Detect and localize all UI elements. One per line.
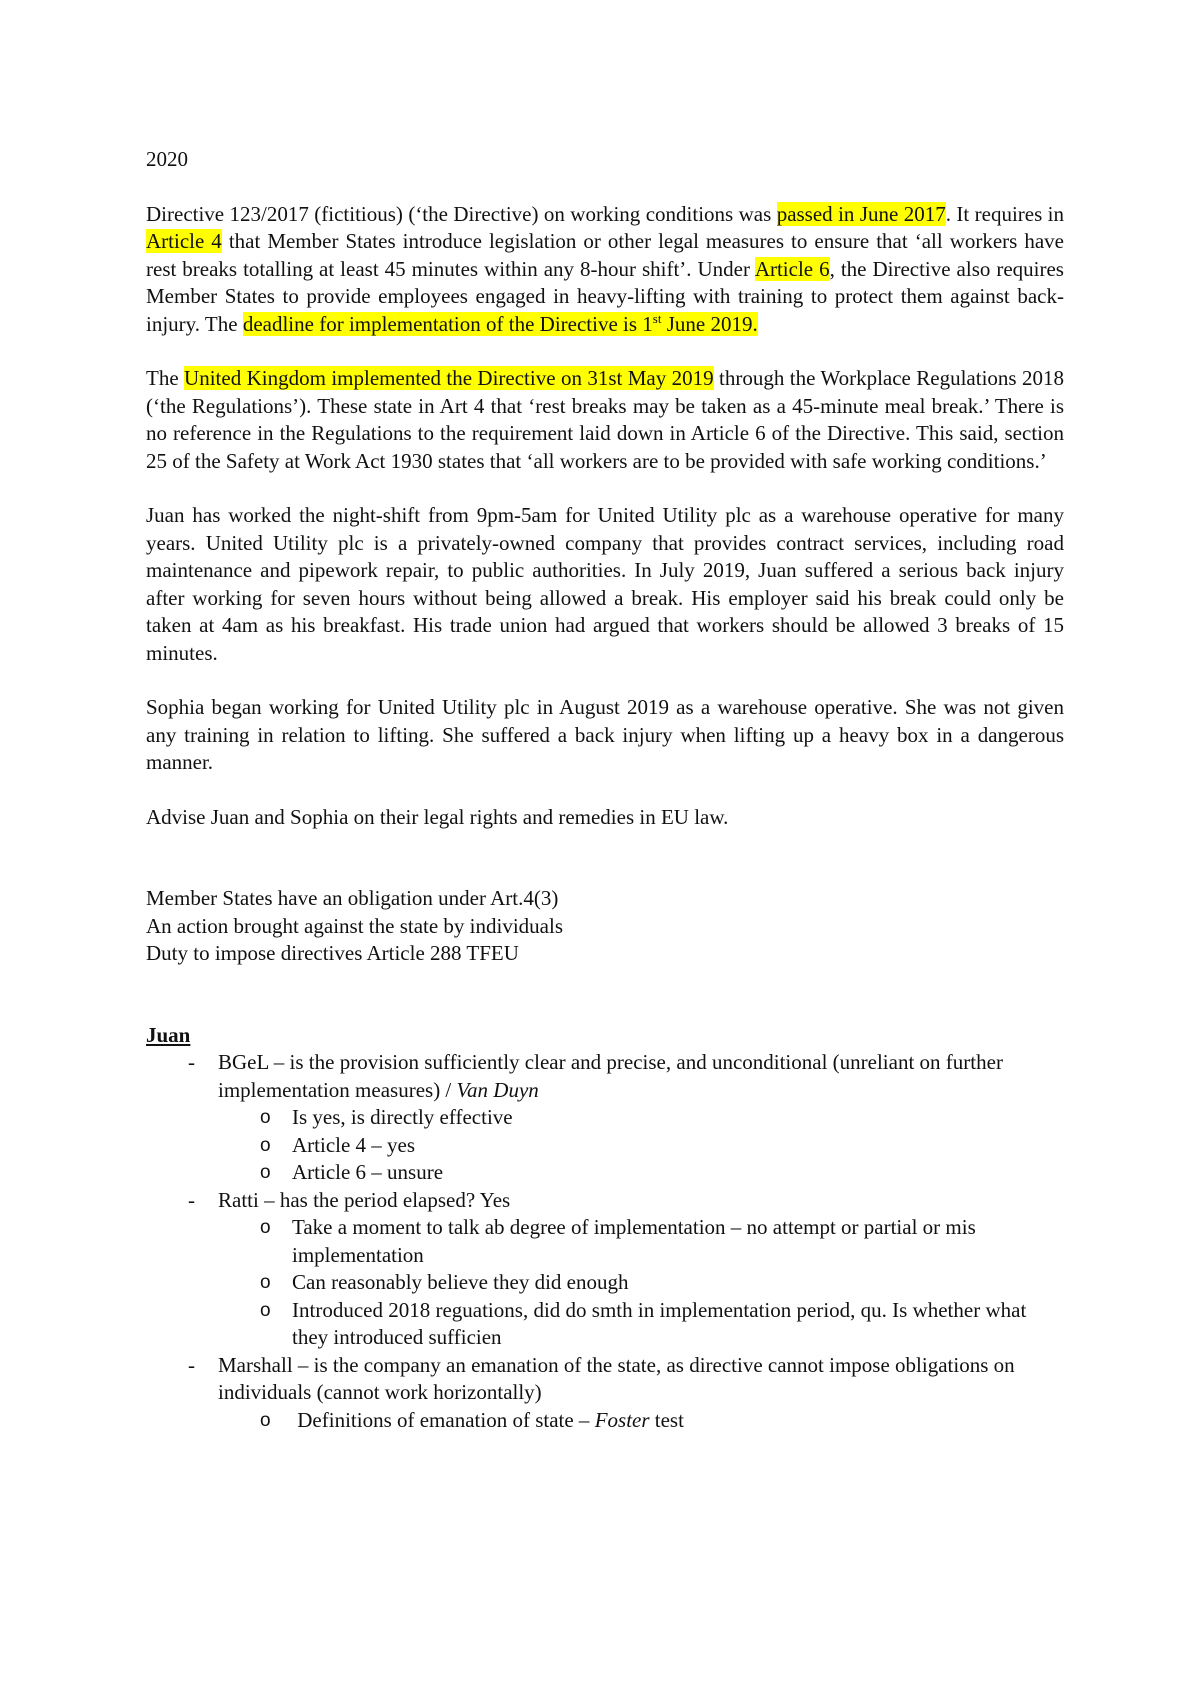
bullet-marker: o xyxy=(260,1134,271,1156)
sub-list-item: o Is yes, is directly effective xyxy=(146,1104,1064,1132)
bullet-marker: o xyxy=(260,1162,271,1183)
sub-list-item: o Introduced 2018 reguations, did do smth in implementation period, qu. Is whether what they introduced sufficien xyxy=(260,1297,1027,1349)
question-line: Advise Juan and Sophia on their legal rights and remedies in EU law. xyxy=(146,804,729,829)
document-body xyxy=(146,146,1064,1434)
paragraph-juan: Juan has worked the night-shift from 9pm-5am for United Utility plc as a warehouse operative for many years. United Utility plc is a privately-owned company that provides contract services, including road maintenance and pipework repair, to public authorities. In July 2019, Juan suffered a serious back injury after working for seven hours without being allowed a break. His employer said his break could only be taken at 4am as his breakfast. His trade union had argued that workers should be allowed 3 breaks of 15 minutes. xyxy=(146,503,1064,665)
list-item: - Ratti – has the period elapsed? Yes o Take a moment to talk ab degree of implementation – no attempt or partial or mis implementation o Can reasonably believe they did enough o Introduced 2018 reguations, did do smth in implementation period, qu. Is whether what they introduced sufficien xyxy=(146,1187,1064,1352)
sub-list-item: o Article 4 – yes xyxy=(146,1132,1064,1160)
sub-list-item: o Definitions of emanation of state – Foster test xyxy=(146,1407,1064,1435)
dash-marker: - xyxy=(188,1352,195,1377)
paragraph-directive: Directive 123/2017 (fictitious) (‘the Directive) on working conditions was passed in June 2017. It requires in Article 4 that Member States introduce legislation or other legal measures to ensure that ‘all workers have rest breaks totalling at least 45 minutes within any 8-hour shift’. Under Article 6, the Directive also requires Member States to provide employees engaged in heavy-lifting with training to protect them against back-injury. The deadline for implementation of the Directive is 1st June 2019. xyxy=(146,201,1065,336)
list-item: - BGeL – is the provision sufficiently clear and precise, and unconditional (unreliant on further implementation measures) / Van Duyn o Is yes, is directly effective o Article 4 – yes o Article 6 – unsure xyxy=(146,1049,1064,1187)
juan-notes-list xyxy=(146,1049,1064,1434)
highlight-article-6: Article 6 xyxy=(754,256,830,281)
sub-list-item: o Article 6 – unsure xyxy=(146,1159,1064,1187)
dash-marker: - xyxy=(188,1187,195,1212)
list-item: - Marshall – is the company an emanation of the state, as directive cannot impose obligations on individuals (cannot work horizontally) o Definitions of emanation of state – Foster test xyxy=(146,1352,1064,1435)
sub-list-item: o Take a moment to talk ab degree of implementation – no attempt or partial or mis implementation xyxy=(260,1215,976,1267)
note-line: Member States have an obligation under Art.4(3) xyxy=(146,886,559,910)
note-line: Duty to impose directives Article 288 TFEU xyxy=(146,941,519,965)
bullet-marker: o xyxy=(260,1272,271,1293)
bullet-marker: o xyxy=(260,1409,271,1431)
section-heading-juan: Juan xyxy=(146,1022,191,1047)
paragraph-uk-implementation: The United Kingdom implemented the Directive on 31st May 2019 through the Workplace Regulations 2018 (‘the Regulations’). These state in Art 4 that ‘rest breaks may be taken as a 45-minute meal break.’ There is no reference in the Regulations to the requirement laid down in Article 6 of the Directive. This said, section 25 of the Safety at Work Act 1930 states that ‘all workers are to be provided with safe working conditions.’ xyxy=(146,366,1064,473)
highlight-uk: United Kingdom implemented the Directive on 31st May 2019 xyxy=(184,366,714,390)
highlight-passed: passed in June 2017 xyxy=(776,201,946,226)
bullet-marker: o xyxy=(260,1299,271,1321)
note-line: An action brought against the state by individuals xyxy=(146,913,564,938)
highlight-deadline: deadline for implementation of the Directive is 1st June 2019. xyxy=(242,310,758,336)
paragraph-sophia: Sophia began working for United Utility plc in August 2019 as a warehouse operative. She was not given any training in relation to lifting. She suffered a back injury when lifting up a heavy box in a dangerous manner. xyxy=(146,695,1064,774)
dash-marker: - xyxy=(188,1050,195,1074)
highlight-article-4: Article 4 xyxy=(146,229,222,253)
sub-list xyxy=(218,1214,1064,1352)
bullet-marker: o xyxy=(260,1107,271,1128)
sub-list xyxy=(218,1104,1064,1187)
bullet-marker: o xyxy=(260,1217,271,1238)
year-line: 2020 xyxy=(146,147,188,171)
sub-list-item: o Can reasonably believe they did enough xyxy=(146,1269,1064,1297)
sub-list xyxy=(218,1407,1064,1435)
